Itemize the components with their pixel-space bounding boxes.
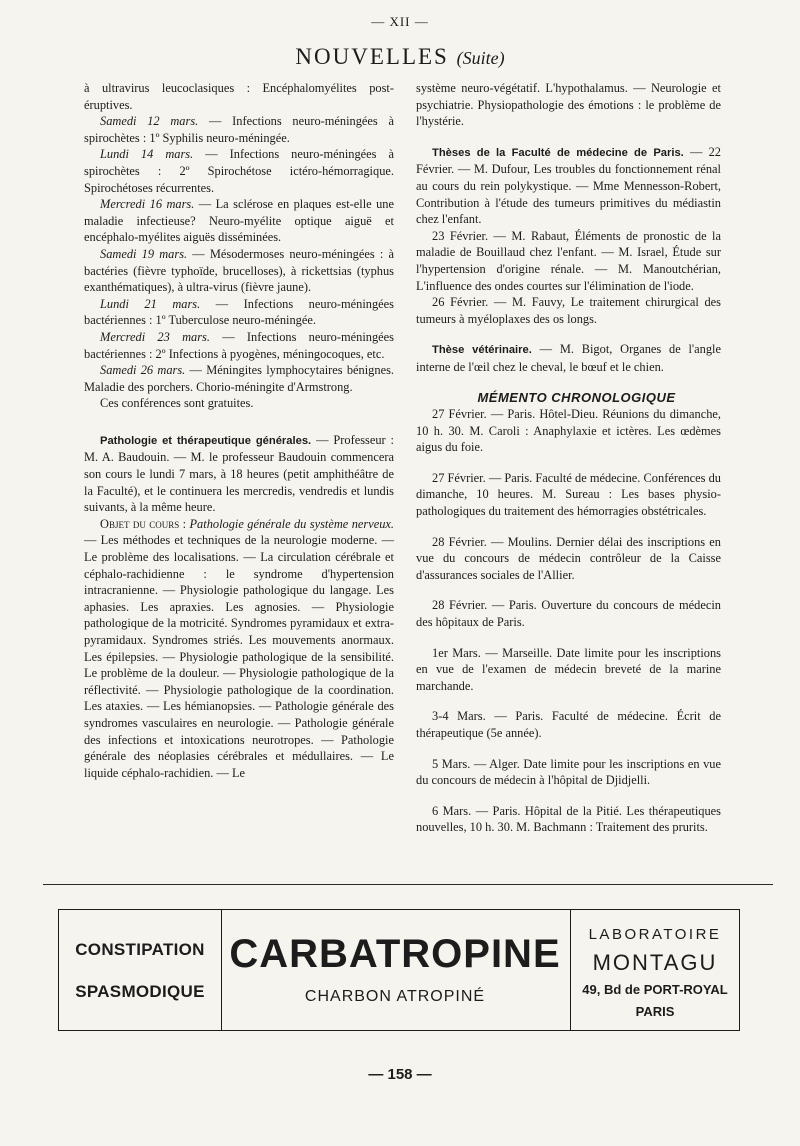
course-heading: Pathologie et thérapeutique générales. [100, 434, 312, 447]
memento-entry: 6 Mars. — Paris. Hôpital de la Pitié. Les thérapeutiques nouvelles, 10 h. 30. M. Bachmann : Traitement des prurits. [416, 803, 721, 835]
lecture-date: Samedi 19 mars. [100, 246, 188, 261]
course-program-text: — Les méthodes et techniques de la neurologie moderne. — Le problème des localisations. — La circulation cérébrale et céphalo-rachidienne : le syndrome d'hypertension intracranienne. — Physiologie pathologique du langage. Les aphasies. Les apraxies. Les agnosies. — Physiologie pathologique de la motricité. Syndromes pyramidaux et extra-pyramidaux. Syndromes striés. Les mouvements anormaux. Les épilepsies. — Physiologie pathologique de la sensibilité. Le problème de la douleur. — Physiologie pathologique de la réflectivité. — Physiologie pathologique de la coordination. Les ataxies. — Les hémianopsies. — Pathologie générale des syndromes vasculaires en neurologie. — Pathologie générale des infections et intoxications neurotropes. — Pathologie générale des néoplasies cérébrales et médullaires. — Le liquide céphalo-rachidien. — Le [84, 533, 394, 780]
lecture-entry [84, 296, 394, 329]
lecture-date: Samedi 12 mars. [100, 114, 199, 129]
lecture-entry [84, 146, 394, 196]
theses-text: — 22 Février. — M. Dufour, Les troubles du fonctionnement rénal au cours du rein polykystique. — Mme Mennesson-Robert, Contribution à l'étude des tumeurs primitives du médiastin chez l'enfant. [416, 144, 721, 227]
ad-right-panel [570, 910, 739, 1030]
memento-entry: 5 Mars. — Alger. Date limite pour les inscriptions en vue du concours de médecin à l'hôpital de Djidjelli. [416, 756, 721, 788]
ad-lab-city: PARIS [635, 1004, 675, 1019]
theses-entry: 26 Février. — M. Fauvy, Le traitement chirurgical des tumeurs à myéloplaxes des os longs. [416, 295, 721, 326]
lecture-entry [84, 196, 394, 246]
section-title-text: NOUVELLES [295, 44, 449, 69]
memento-entry: 1er Mars. — Marseille. Date limite pour les inscriptions en vue de l'examen de médecin breveté de la marine marchande. [416, 645, 721, 693]
ad-lab-address: 49, Bd de PORT-ROYAL [582, 982, 728, 997]
memento-entry: 3-4 Mars. — Paris. Faculté de médecine. Écrit de thérapeutique (5e année). [416, 709, 721, 740]
paragraph: système neuro-végétatif. L'hypothalamus. — Neurologie et psychiatrie. Physiopathologie des émotions : le problème de l'hystérie. [416, 81, 721, 129]
ad-lab-label: LABORATOIRE [588, 926, 722, 943]
lecture-entry [84, 329, 394, 362]
lecture-text: — Méningites lymphocytaires bénignes. Maladie des porchers. Chorio-méningite d'Armstrong. [84, 363, 394, 394]
section-title [0, 44, 800, 70]
lecture-text: — Infections neuro-méningées à spirochètes : 1º Syphilis neuro-méningée. [84, 114, 394, 145]
page-number: — 158 — [368, 1066, 432, 1083]
advertisement [58, 909, 740, 1031]
lecture-date: Lundi 21 mars. [100, 296, 201, 311]
course-program-title: Pathologie générale du système nerveux. [189, 516, 395, 531]
ad-left-panel [59, 910, 222, 1030]
left-column [84, 80, 394, 781]
course-announcement [84, 432, 394, 516]
paragraph: Ces conférences sont gratuites. [100, 396, 254, 411]
memento-entry: 28 Février. — Moulins. Dernier délai des inscriptions en vue du concours de médecin contrôleur de la Caisse d'assurances sociales de l'Allier. [416, 534, 721, 582]
theses-heading: Thèses de la Faculté de médecine de Paris. [432, 146, 684, 159]
lecture-text: — Infections neuro-méningées à spirochètes : 2º Spirochétose ictéro-hémorragique. Spirochétoses récurrentes. [84, 147, 395, 195]
course-text: — Professeur : M. A. Baudouin. — M. le professeur Baudouin commencera son cours le lundi 7 mars, à 18 heures (petit amphithéâtre de la Faculté), et le continuera les mercredis, vendredis et lundis suivants, à la même heure. [84, 432, 394, 515]
page-roman-number: — XII — [371, 14, 429, 29]
lecture-text: — Mésodermoses neuro-méningées : à bactéries (fièvre typhoïde, brucelloses), à rickettsias (typhus exanthématiques), à ultra-virus (fièvre jaune). [84, 246, 394, 295]
paragraph: à ultravirus leucoclasiques : Encéphalomyélites post-éruptives. [84, 81, 394, 112]
ad-brand-name: CARBATROPINE [229, 932, 561, 976]
lecture-date: Samedi 26 mars. [100, 363, 186, 378]
ad-indication-2: SPASMODIQUE [75, 982, 205, 1001]
course-program-lead: Objet du cours [100, 516, 180, 531]
memento-entry: 28 Février. — Paris. Ouverture du concours de médecin des hôpitaux de Paris. [416, 598, 721, 630]
ad-indication-1: CONSTIPATION [75, 940, 205, 959]
lecture-entry [84, 246, 394, 296]
lecture-entry [84, 113, 394, 146]
ad-center-panel [223, 910, 567, 1030]
divider [43, 884, 773, 885]
theses-entry: 23 Février. — M. Rabaut, Éléments de pronostic de la maladie de Bouillaud chez l'enfant. — M. Israel, Étude sur l'hypertension d'origine rénale. — M. Manoutchérian, L'influence des ondes courtes sur l'élimination de l'iode. [416, 228, 721, 293]
memento-title: MÉMENTO CHRONOLOGIQUE [477, 389, 676, 405]
lecture-date: Mercredi 23 mars. [100, 329, 210, 344]
lecture-text: — Infections neuro-méningées bactériennes : 1º Tuberculose neuro-méningée. [84, 296, 394, 328]
veterinary-heading: Thèse vétérinaire. [432, 344, 532, 357]
lecture-entry [84, 362, 394, 395]
course-program: Objet du cours : Pathologie générale du système nerveux. — Les méthodes et techniques de la neurologie moderne. — Le problème des localisations. — La circulation cérébrale et céphalo-rachidienne : le syndrome d'hypertension intracranienne. — Physiologie pathologique du langage. Les aphasies. Les apraxies. Les agnosies. — Physiologie pathologique de la motricité. Syndromes pyramidaux et extra-pyramidaux. Syndromes striés. Les mouvements anormaux. Les épilepsies. — Physiologie pathologique de la sensibilité. Le problème de la douleur. — Physiologie pathologique de la réflectivité. — Physiologie pathologique de la coordination. Les ataxies. — Les hémianopsies. — Pathologie générale des syndromes vasculaires en neurologie. — Pathologie générale des infections et intoxications neurotropes. — Pathologie générale des néoplasies cérébrales et médullaires. — Le liquide céphalo-rachidien. — Le [84, 516, 395, 780]
right-column [416, 80, 721, 836]
memento-entry: 27 Février. — Paris. Faculté de médecine. Conférences du dimanche, 10 heures. M. Sureau : Les bases physio-pathologiques du traitement des hémorragies obstétricales. [416, 470, 721, 519]
lecture-text: — La sclérose en plaques est-elle une maladie infectieuse? Neuro-myélite optique aiguë et encéphalo-myélites aiguës disséminées. [84, 197, 394, 245]
veterinary-text: — M. Bigot, Organes de l'angle interne de l'œil chez le cheval, le bœuf et le chien. [416, 342, 721, 374]
lecture-text: — Infections neuro-méningées bactériennes : 2º Infections à pyogènes, méningocoques, etc. [84, 329, 394, 361]
memento-entry: 27 Février. — Paris. Hôtel-Dieu. Réunions du dimanche, 10 h. 30. M. Caroli : Anaphylaxie et ictères. Les œdèmes aigus du foie. [416, 407, 721, 455]
ad-lab-name: MONTAGU [592, 950, 718, 975]
lecture-date: Lundi 14 mars. [100, 147, 194, 162]
veterinary-thesis [416, 341, 721, 375]
lecture-date: Mercredi 16 mars. [100, 197, 195, 212]
theses-entry [416, 144, 721, 228]
section-title-suite: (Suite) [456, 48, 505, 68]
ad-brand-subtitle: CHARBON ATROPINÉ [304, 988, 486, 1005]
